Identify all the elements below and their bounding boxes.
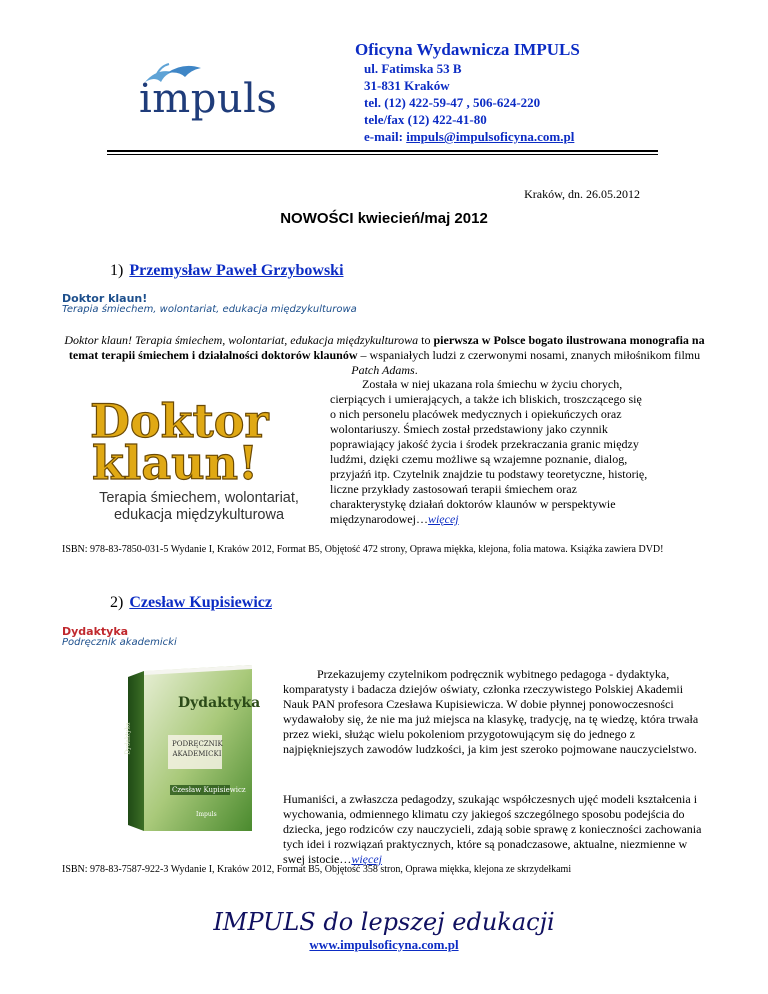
book-description: [283, 667, 709, 757]
email-label: e-mail:: [364, 129, 407, 144]
cover-subtitle: [172, 739, 222, 759]
cover-title-line: klaun!: [92, 436, 259, 490]
cover-subtitle-line: PODRĘCZNIK: [172, 740, 223, 748]
page-heading: NOWOŚCI kwiecień/maj 2012: [280, 210, 488, 227]
fax-line: tele/fax (12) 422-41-80: [364, 112, 487, 127]
book-author-heading: [110, 262, 344, 280]
description-text: Przekazujemy czytelnikom podręcznik wybitnego pedagoga - dydaktyka, komparatysty i badacza dziejów oświaty, członka rzeczywistego Polskiej Akademii Nauk PAN profesora Czesława Kupisiewicza. W dobie płynnej ponowoczesności wydawałoby się, że nie ma już miejsca na klasykę, tradycję, na tę wiedzę, która trwała przez wieki, służąc wielu pokoleniom przygotowującym się do jednego z najpiękniejszych zawodów ludzkości, ja kim jest szeroko pojmowane nauczycielstwo.: [283, 667, 699, 756]
footer-website: [0, 937, 768, 953]
book-description: [330, 377, 648, 527]
intro-text: – wspaniałych ludzi z czerwonymi nosami, znanych miłośnikom filmu: [357, 348, 701, 362]
cover-title: Dydaktyka: [178, 695, 261, 711]
book-isbn: ISBN: 978-83-7587-922-3 Wydanie I, Kraków 2012, Format B5, Objętość 358 stron, Oprawa miękka, klejona ze skrzydełkami: [62, 864, 572, 875]
cover-subtitle-line: AKADEMICKI: [172, 750, 222, 758]
intro-title: Doktor klaun! Terapia śmiechem, wolontariat, edukacja międzykulturowa: [64, 333, 419, 347]
intro-text: .: [414, 363, 418, 377]
film-title: Patch Adams: [351, 363, 415, 377]
book-subtitle: Podręcznik akademicki: [62, 637, 177, 648]
book-intro: [62, 333, 707, 378]
book-cover-doktor-klaun: [88, 394, 310, 530]
phone-line: tel. (12) 422-59-47 , 506-624-220: [364, 95, 541, 110]
cover-spine-text: Dydaktyka: [124, 722, 132, 755]
book-isbn: ISBN: 978-83-7850-031-5 Wydanie I, Kraków 2012, Format B5, Objętość 472 strony, Oprawa miękka, klejona, folia matowa. Książka zawiera DVD!: [62, 544, 664, 555]
book-number: 1): [110, 262, 124, 279]
author-link[interactable]: Przemysław Paweł Grzybowski: [129, 262, 344, 279]
header-rule: [107, 150, 658, 152]
email-link[interactable]: impuls@impulsoficyna.com.pl: [406, 129, 575, 144]
book-title: Dydaktyka: [62, 625, 129, 638]
cover-publisher: Impuls: [196, 811, 217, 818]
cover-title-line: Doktor: [90, 394, 269, 448]
intro-highlight: pierwsza w Polsce bogato ilustrowana monografia na temat terapii śmiechem i działalności doktorów klaunów: [68, 333, 705, 362]
logo-text: impuls: [139, 76, 278, 122]
description-text: Humaniści, a zwłaszcza pedagodzy, szukając współczesnych ujęć modeli kształcenia i wychowania, odmiennego klimatu czy jakiegoś szczególnego sposobu podejścia do dziecka, jego rodziców czy nauczycieli, zdają sobie sprawę z konieczności zachowania tych idei i rozwiązań praktycznych, które są ponadczasowe, aktualne, niezmienne w swej istocie…: [283, 792, 702, 866]
more-link[interactable]: więcej: [427, 512, 459, 526]
author-link[interactable]: Czesław Kupisiewicz: [129, 594, 272, 611]
book-number: 2): [110, 594, 124, 611]
publisher-name: Oficyna Wydawnicza IMPULS: [355, 40, 580, 59]
book-subtitle: Terapia śmiechem, wolontariat, edukacja międzykulturowa: [62, 304, 357, 315]
book-title: Doktor klaun!: [62, 292, 148, 305]
description-text: Została w niej ukazana rola śmiechu w życiu chorych, cierpiących i umierających, a także ich bliskich, troszczącego się o nich personelu placówek medycznych i opiekuńczych oraz wolontariuszy. Śmiech został przedstawiony jako czynnik poprawiający jakość życia i środek przekraczania granic między ludźmi, dzięki czemu możliwe są wzajemne poznanie, dialog, przyjaźń itp. Czytelnik znajdzie tu podstawy teoretyczne, historię, liczne przykłady zastosowań terapii śmiechem oraz charakterystykę działań doktorów klaunów w perspektywie międzynarodowej…: [330, 377, 648, 526]
cover-subtitle-line: Terapia śmiechem, wolontariat,: [99, 490, 299, 506]
book-cover-dydaktyka: [124, 665, 261, 831]
address-line: ul. Fatimska 53 B: [364, 61, 462, 76]
address-line: 31-831 Kraków: [364, 78, 450, 93]
cover-subtitle-line: edukacja międzykulturowa: [113, 507, 285, 523]
website-link[interactable]: www.impulsoficyna.com.pl: [309, 937, 459, 952]
header-rule: [107, 154, 658, 155]
intro-text: to: [418, 333, 434, 347]
more-link[interactable]: więcej: [351, 852, 382, 866]
footer-slogan: IMPULS do lepszej edukacji: [213, 908, 555, 936]
impuls-logo: [135, 60, 278, 122]
email-line: [364, 129, 574, 145]
book-author-heading: [110, 594, 272, 612]
letter-date: Kraków, dn. 26.05.2012: [524, 187, 640, 201]
cover-author: Czesław Kupisiewicz: [172, 786, 246, 794]
book-description-continued: [283, 792, 709, 867]
